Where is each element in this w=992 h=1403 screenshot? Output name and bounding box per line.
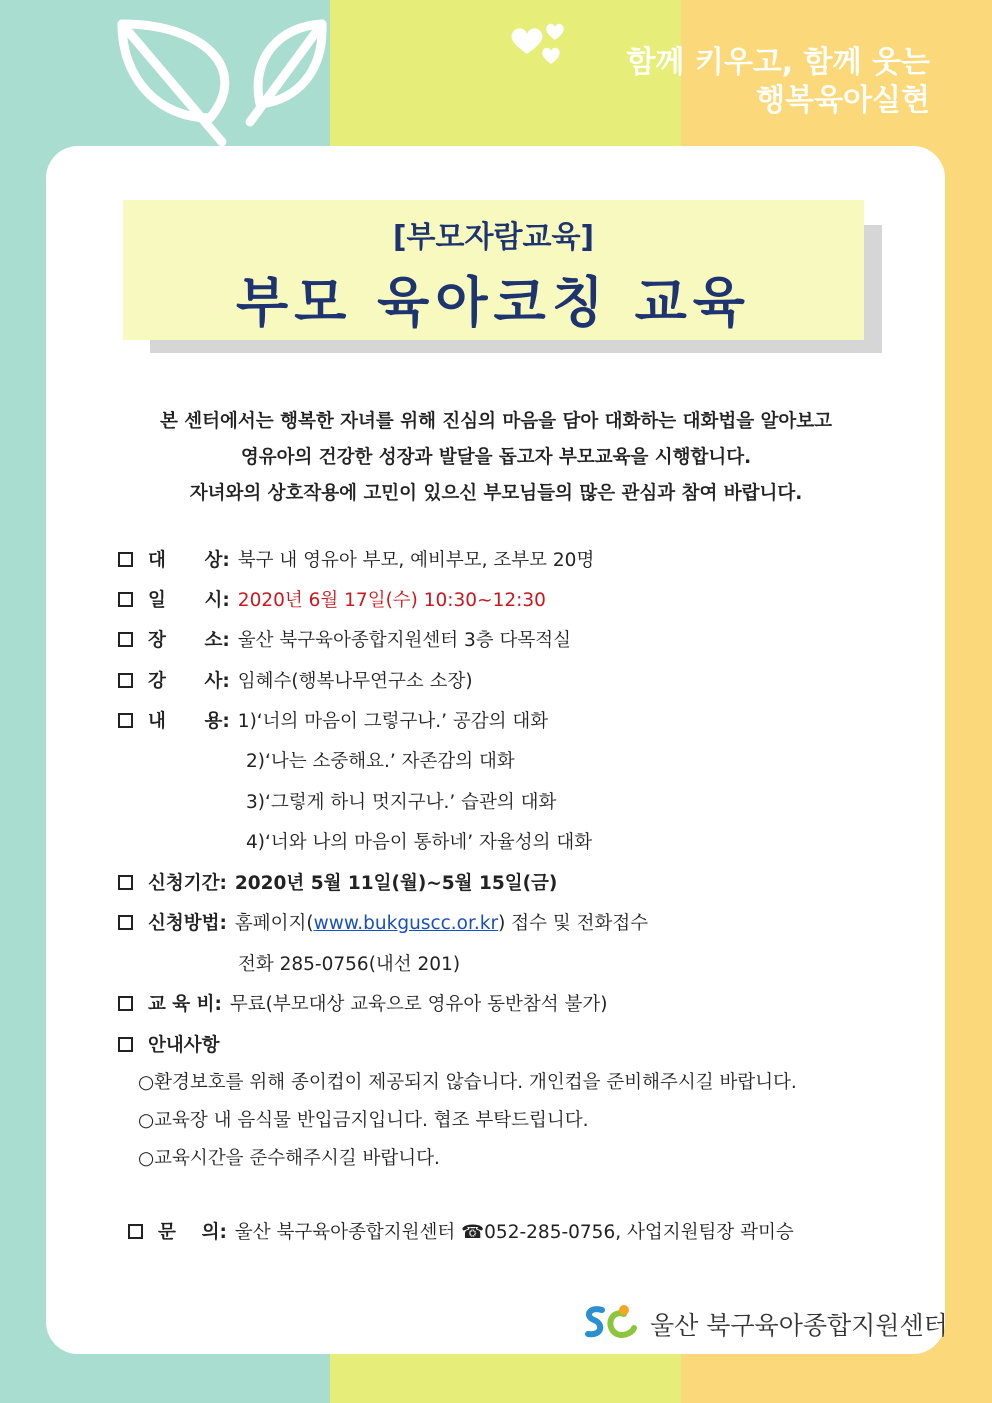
checkbox-square-icon: [118, 713, 133, 728]
checkbox-square-icon: [118, 592, 133, 607]
checkbox-square-icon: [118, 632, 133, 647]
title-box: [123, 200, 864, 340]
homepage-link[interactable]: www.bukguscc.or.kr: [313, 913, 499, 934]
row-inquiry: [128, 1218, 794, 1244]
method-suffix: ) 접수 및 전화접수: [498, 913, 649, 934]
row-content: [118, 707, 548, 733]
row-lecturer: [118, 667, 473, 693]
row-value: 임혜수(행복나무연구소 소장): [237, 671, 473, 692]
intro-line-3: 자녀와의 상호작용에 고민이 있으신 부모님들의 많은 관심과 참여 바랍니다.: [189, 483, 803, 504]
checkbox-square-icon: [118, 915, 133, 930]
row-date: [118, 586, 546, 612]
checkbox-square-icon: [118, 552, 133, 567]
method-prefix: 홈페이지(: [234, 913, 314, 934]
row-period: [118, 869, 557, 895]
row-value: 2020년 5월 11일(월)~5월 15일(금): [234, 873, 558, 894]
row-value: [235, 909, 648, 935]
row-label: 장 소:: [148, 630, 230, 651]
intro-paragraph: [60, 404, 932, 512]
checkbox-square-icon: [118, 996, 133, 1011]
row-label: 강 사:: [148, 671, 230, 692]
hearts-icon: [505, 20, 575, 70]
checkbox-square-icon: [128, 1224, 143, 1239]
row-label: 일 시:: [148, 590, 230, 611]
intro-line-1: 본 센터에서는 행복한 자녀를 위해 진심의 마음을 담아 대화하는 대화법을 알아보고: [159, 411, 833, 432]
row-label: 교 육 비:: [148, 994, 222, 1015]
row-method: [118, 909, 648, 935]
row-label: 문 의:: [158, 1222, 227, 1243]
slogan-line-2: 행복육아실현: [756, 83, 930, 118]
slogan-line-1: 함께 키우고, 함께 웃는: [626, 45, 930, 80]
row-value: 울산 북구육아종합지원센터 ☎052-285-0756, 사업지원팀장 곽미승: [234, 1222, 794, 1243]
row-fee: [118, 990, 607, 1016]
row-label: 신청방법:: [148, 913, 227, 934]
row-target: [118, 546, 594, 572]
row-label: 안내사항: [148, 1035, 220, 1056]
row-label: 대 상:: [148, 550, 230, 571]
content-item: 2)‘나는 소중해요.’ 자존감의 대화: [246, 751, 515, 772]
row-value: 북구 내 영유아 부모, 예비부모, 조부모 20명: [237, 550, 595, 571]
row-place: [118, 626, 571, 652]
row-value: 무료(부모대상 교육으로 영유아 동반참석 불가): [229, 994, 608, 1015]
row-label: 신청기간:: [148, 873, 227, 894]
checkbox-square-icon: [118, 875, 133, 890]
footer-org-name: 울산 북구육아종합지원센터: [650, 1311, 948, 1340]
row-label: 내 용:: [148, 711, 230, 732]
checkbox-square-icon: [118, 673, 133, 688]
row-value: 울산 북구육아종합지원센터 3층 다목적실: [237, 630, 572, 651]
content-item: 4)‘너와 나의 마음이 통하네’ 자율성의 대화: [246, 832, 593, 853]
page-title: 부모 육아코칭 교육: [236, 271, 751, 334]
content-item: 3)‘그렇게 하니 멋지구나.’ 습관의 대화: [246, 792, 557, 813]
row-value: 2020년 6월 17일(수) 10:30~12:30: [237, 590, 546, 611]
sc-logo-icon: [580, 1302, 640, 1344]
row-notice: [118, 1031, 219, 1057]
checkbox-square-icon: [118, 1037, 133, 1052]
title-sub: [부모자람교육]: [392, 220, 595, 255]
notice-item: ○교육시간을 준수해주시길 바랍니다.: [138, 1148, 440, 1169]
notice-item: ○교육장 내 음식물 반입금지입니다. 협조 부탁드립니다.: [138, 1110, 589, 1131]
leaves-icon: [110, 10, 340, 150]
notice-item: ○환경보호를 위해 종이컵이 제공되지 않습니다. 개인컵을 준비해주시길 바랍니다.: [138, 1072, 797, 1093]
intro-line-2: 영유아의 건강한 성장과 발달을 돕고자 부모교육을 시행합니다.: [240, 447, 752, 468]
content-item: 1)‘너의 마음이 그렇구나.’ 공감의 대화: [237, 711, 549, 732]
method-phone: 전화 285-0756(내선 201): [238, 954, 461, 975]
slogan: [626, 44, 930, 120]
